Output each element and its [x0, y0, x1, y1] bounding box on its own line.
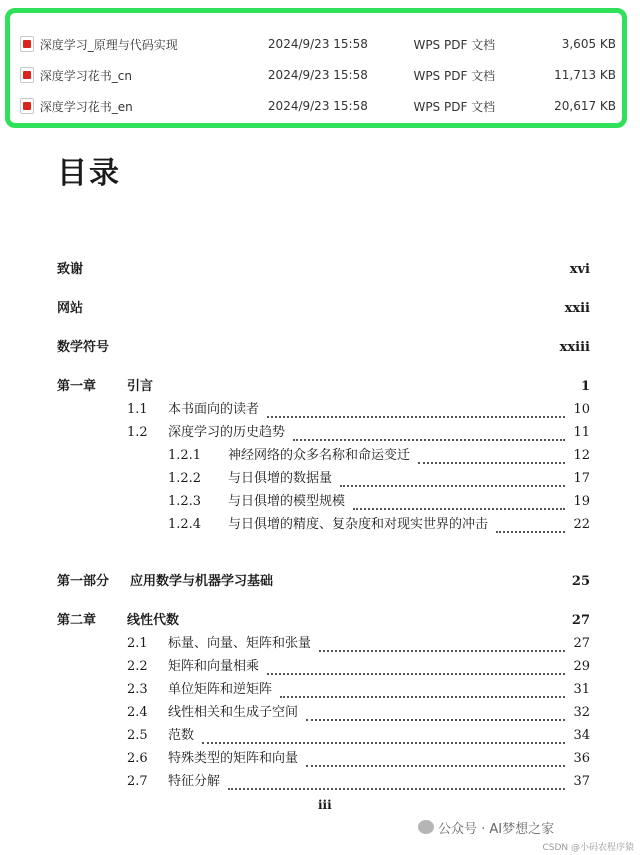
toc-dot-leader	[306, 751, 565, 767]
toc-entry-page: 36	[573, 751, 590, 766]
toc-dot-leader	[202, 728, 565, 744]
toc-entry[interactable]	[0, 611, 640, 631]
toc-entry-page: 25	[571, 574, 590, 589]
toc-entry-label: 致谢	[57, 262, 84, 277]
toc-entry-label: 线性代数	[127, 613, 180, 628]
toc-entry-number: 1.2.1	[168, 448, 202, 463]
toc-entry-label: 神经网络的众多名称和命运变迁	[228, 448, 411, 463]
file-size: 11,713 KB	[554, 68, 617, 82]
file-list-panel	[5, 8, 627, 128]
toc-entry[interactable]	[0, 634, 640, 654]
toc-dot-leader	[267, 402, 565, 418]
toc-entry-number: 2.5	[127, 728, 148, 743]
toc-entry[interactable]	[0, 423, 640, 443]
toc-entry[interactable]	[0, 657, 640, 677]
file-name: 深度学习_原理与代码实现	[39, 37, 178, 52]
toc-entry-label: 引言	[127, 379, 154, 394]
toc-entry-page: xvi	[569, 262, 590, 277]
file-name: 深度学习花书_cn	[39, 68, 133, 83]
toc-title: 目录	[57, 156, 121, 191]
toc-entry[interactable]	[0, 515, 640, 535]
toc-entry-label: 线性相关和生成子空间	[168, 705, 299, 720]
toc-entry-number: 2.1	[127, 636, 148, 651]
toc-entry[interactable]	[0, 772, 640, 792]
toc-entry-label: 应用数学与机器学习基础	[130, 574, 274, 589]
toc-entry-number: 2.6	[127, 751, 148, 766]
page-number: iii	[318, 798, 332, 812]
toc-entry-page: xxiii	[559, 340, 590, 355]
file-size: 3,605 KB	[561, 37, 617, 51]
file-row[interactable]	[16, 64, 616, 86]
file-type: WPS PDF 文档	[413, 68, 496, 83]
toc-entry[interactable]	[0, 338, 640, 358]
toc-entry-number: 1.1	[127, 402, 148, 417]
watermark-text: 公众号 · AI梦想之家	[438, 822, 555, 837]
toc-dot-leader	[496, 517, 565, 533]
toc-entry-page: 10	[573, 402, 590, 417]
toc-entry-label: 单位矩阵和逆矩阵	[168, 682, 273, 697]
toc-entry-label: 本书面向的读者	[168, 402, 260, 417]
file-name: 深度学习花书_en	[39, 99, 133, 114]
toc-entry-number: 第一部分	[57, 574, 110, 589]
toc-entry-label: 标量、向量、矩阵和张量	[168, 636, 312, 651]
toc-entry-label: 深度学习的历史趋势	[168, 425, 286, 440]
toc-entry-page: 34	[573, 728, 590, 743]
toc-dot-leader	[293, 425, 565, 441]
toc-entry-page: 12	[573, 448, 590, 463]
file-size: 20,617 KB	[554, 99, 617, 113]
toc-entry-page: 11	[573, 425, 590, 440]
toc-entry[interactable]	[0, 703, 640, 723]
toc-entry-number: 第一章	[57, 379, 97, 394]
toc-entry[interactable]	[0, 726, 640, 746]
pdf-file-icon	[20, 67, 34, 83]
toc-entry-label: 特征分解	[168, 774, 221, 789]
toc-dot-leader	[340, 471, 565, 487]
toc-dot-leader	[353, 494, 565, 510]
toc-entry-page: 1	[580, 379, 590, 394]
toc-entry-number: 2.7	[127, 774, 148, 789]
toc-entry-page: 37	[573, 774, 590, 789]
pdf-file-icon	[20, 36, 34, 52]
toc-entry-label: 网站	[57, 301, 84, 316]
toc-entry-page: 31	[573, 682, 590, 697]
toc-entry-page: 19	[573, 494, 590, 509]
toc-entry-page: xxii	[564, 301, 590, 316]
file-row[interactable]	[16, 33, 616, 55]
file-date: 2024/9/23 15:58	[267, 37, 368, 51]
toc-entry-number: 2.4	[127, 705, 148, 720]
toc-entry-number: 1.2.2	[168, 471, 202, 486]
toc-entry-number: 1.2	[127, 425, 148, 440]
toc-dot-leader	[228, 774, 565, 790]
file-type: WPS PDF 文档	[413, 37, 496, 52]
toc-dot-leader	[306, 705, 565, 721]
toc-entry[interactable]	[0, 680, 640, 700]
toc-entry-number: 1.2.4	[168, 517, 202, 532]
toc-entry-label: 特殊类型的矩阵和向量	[168, 751, 299, 766]
toc-entry-page: 17	[573, 471, 590, 486]
toc-dot-leader	[267, 659, 565, 675]
toc-entry[interactable]	[0, 446, 640, 466]
file-row[interactable]	[16, 95, 616, 117]
toc-entry-label: 与日俱增的数据量	[228, 471, 333, 486]
toc-entry-page: 22	[573, 517, 590, 532]
toc-dot-leader	[319, 636, 565, 652]
toc-entry-label: 与日俱增的模型规模	[228, 494, 346, 509]
toc-entry-label: 与日俱增的精度、复杂度和对现实世界的冲击	[228, 517, 489, 532]
toc-entry[interactable]	[0, 377, 640, 397]
file-date: 2024/9/23 15:58	[267, 68, 368, 82]
watermark-credit: CSDN @小码农程序猿	[542, 843, 634, 853]
toc-dot-leader	[418, 448, 565, 464]
toc-dot-leader	[280, 682, 565, 698]
toc-entry[interactable]	[0, 400, 640, 420]
toc-entry-number: 1.2.3	[168, 494, 202, 509]
toc-entry[interactable]	[0, 469, 640, 489]
toc-entry[interactable]	[0, 572, 640, 592]
wechat-icon	[418, 820, 434, 834]
file-date: 2024/9/23 15:58	[267, 99, 368, 113]
toc-entry-number: 第二章	[57, 613, 97, 628]
toc-entry-label: 数学符号	[57, 340, 110, 355]
pdf-file-icon	[20, 98, 34, 114]
toc-entry-page: 27	[573, 636, 590, 651]
toc-entry[interactable]	[0, 299, 640, 319]
toc-entry[interactable]	[0, 492, 640, 512]
toc-entry-label: 矩阵和向量相乘	[168, 659, 260, 674]
toc-entry-page: 27	[571, 613, 590, 628]
toc-entry-page: 29	[573, 659, 590, 674]
toc-entry[interactable]	[0, 749, 640, 769]
toc-entry[interactable]	[0, 260, 640, 280]
toc-entry-page: 32	[573, 705, 590, 720]
toc-entry-number: 2.2	[127, 659, 148, 674]
file-type: WPS PDF 文档	[413, 99, 496, 114]
toc-entry-label: 范数	[168, 728, 195, 743]
toc-entry-number: 2.3	[127, 682, 148, 697]
